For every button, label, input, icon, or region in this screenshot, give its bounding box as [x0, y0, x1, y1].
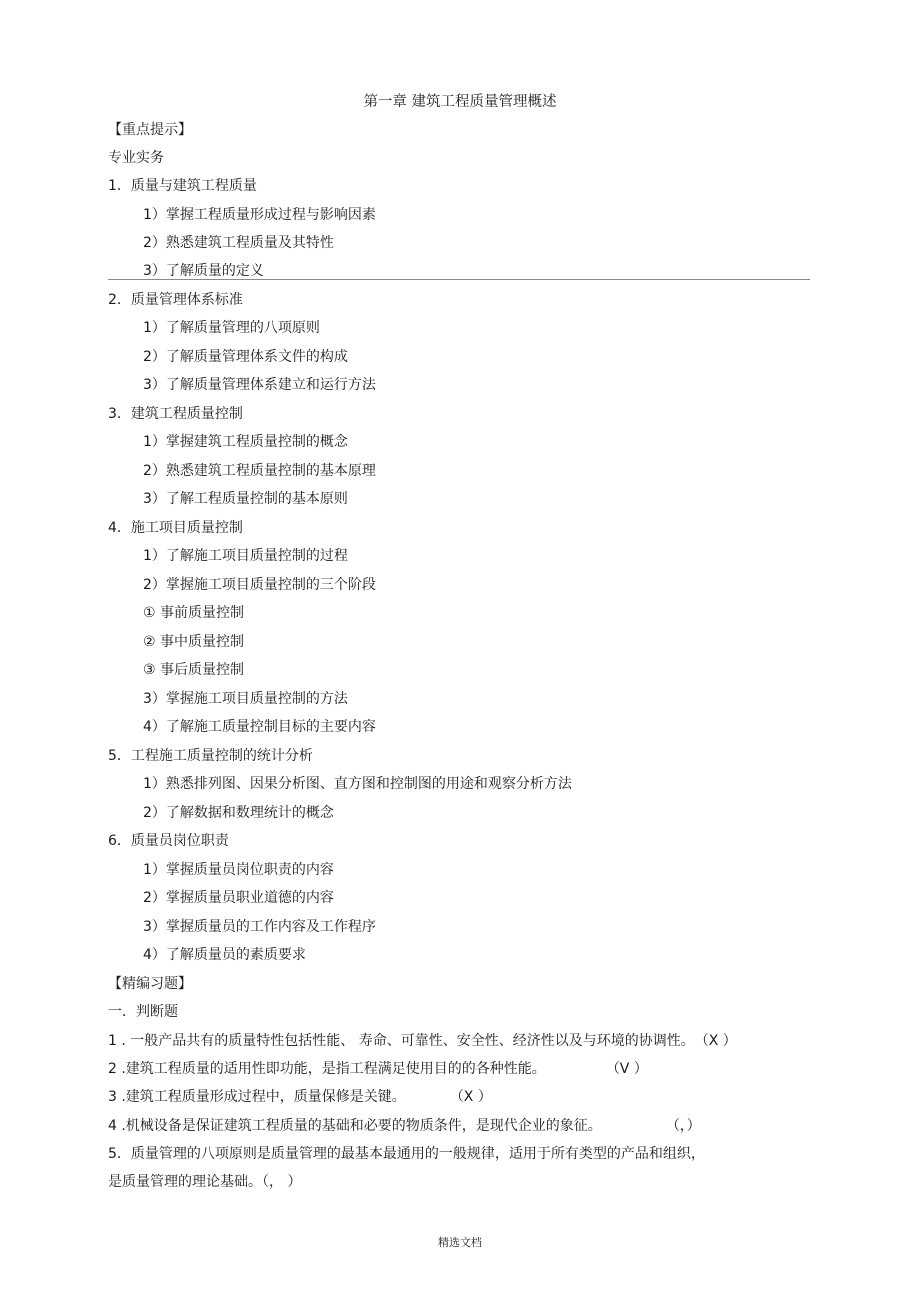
exercises-heading: 【精编习题】	[108, 976, 192, 992]
question-text: 4 .机械设备是保证建筑工程质量的基础和必要的物质条件，是现代企业的象征。	[108, 1118, 602, 1134]
question-text: 3 .建筑工程质量形成过程中，质量保修是关键。	[108, 1089, 406, 1105]
list-item: 2）了解数据和数理统计的概念	[143, 805, 334, 821]
question-line	[108, 1031, 737, 1051]
question-line	[108, 1087, 492, 1107]
section-heading: 2．质量管理体系标准	[108, 292, 243, 308]
list-item: 2）熟悉建筑工程质量控制的基本原理	[143, 463, 376, 479]
list-item: ① 事前质量控制	[143, 605, 245, 621]
section-heading: 6．质量员岗位职责	[108, 833, 229, 849]
question-line	[108, 1172, 301, 1192]
list-item: 2）了解质量管理体系文件的构成	[143, 349, 348, 365]
list-item: 2）掌握施工项目质量控制的三个阶段	[143, 577, 376, 593]
question-answer: （，）	[665, 1118, 701, 1134]
list-item: 1）了解施工项目质量控制的过程	[143, 548, 348, 564]
question-line	[108, 1116, 701, 1136]
list-item: 1）掌握工程质量形成过程与影响因素	[143, 207, 376, 223]
question-text: 1 . 一般产品共有的质量特性包括性能、 寿命、可靠性、安全性、经济性以及与环境的协调性。	[108, 1033, 695, 1049]
page-footer: 精选文档	[438, 1236, 482, 1249]
section-heading: 5．工程施工质量控制的统计分析	[108, 748, 313, 764]
list-item: ② 事中质量控制	[143, 634, 245, 650]
key-points-heading: 【重点提示】	[108, 122, 192, 138]
section-heading: 4．施工项目质量控制	[108, 520, 243, 536]
horizontal-divider	[108, 279, 810, 280]
list-item: 2）熟悉建筑工程质量及其特性	[143, 235, 334, 251]
question-text: 5．质量管理的八项原则是质量管理的最基本最通用的一般规律，适用于所有类型的产品和组织，	[108, 1146, 705, 1162]
section-heading: 1．质量与建筑工程质量	[108, 178, 257, 194]
list-item: 3）了解质量管理体系建立和运行方法	[143, 377, 376, 393]
question-answer: （V ）	[605, 1061, 648, 1077]
list-item: 3）了解质量的定义	[143, 263, 264, 279]
question-answer: （X ）	[694, 1033, 737, 1049]
list-item: ③ 事后质量控制	[143, 662, 245, 678]
list-item: 1）了解质量管理的八项原则	[143, 320, 320, 336]
list-item: 4）了解质量员的素质要求	[143, 947, 306, 963]
question-answer: （X ）	[449, 1089, 492, 1105]
list-item: 4）了解施工质量控制目标的主要内容	[143, 719, 376, 735]
question-text: 2 .建筑工程质量的适用性即功能，是指工程满足使用目的的各种性能。	[108, 1061, 546, 1077]
subject-label: 专业实务	[108, 150, 164, 166]
list-item: 3）了解工程质量控制的基本原则	[143, 491, 348, 507]
question-text: 是质量管理的理论基础。（， ）	[108, 1174, 302, 1190]
list-item: 1）熟悉排列图、因果分析图、直方图和控制图的用途和观察分析方法	[143, 776, 572, 792]
part-heading: 一．判断题	[108, 1004, 178, 1020]
question-line	[108, 1059, 648, 1079]
list-item: 3）掌握施工项目质量控制的方法	[143, 691, 348, 707]
section-heading: 3．建筑工程质量控制	[108, 406, 243, 422]
list-item: 1）掌握建筑工程质量控制的概念	[143, 434, 348, 450]
list-item: 1）掌握质量员岗位职责的内容	[143, 862, 334, 878]
list-item: 3）掌握质量员的工作内容及工作程序	[143, 919, 376, 935]
question-line	[108, 1144, 705, 1164]
chapter-title: 第一章 建筑工程质量管理概述	[363, 94, 557, 110]
list-item: 2）掌握质量员职业道德的内容	[143, 890, 334, 906]
